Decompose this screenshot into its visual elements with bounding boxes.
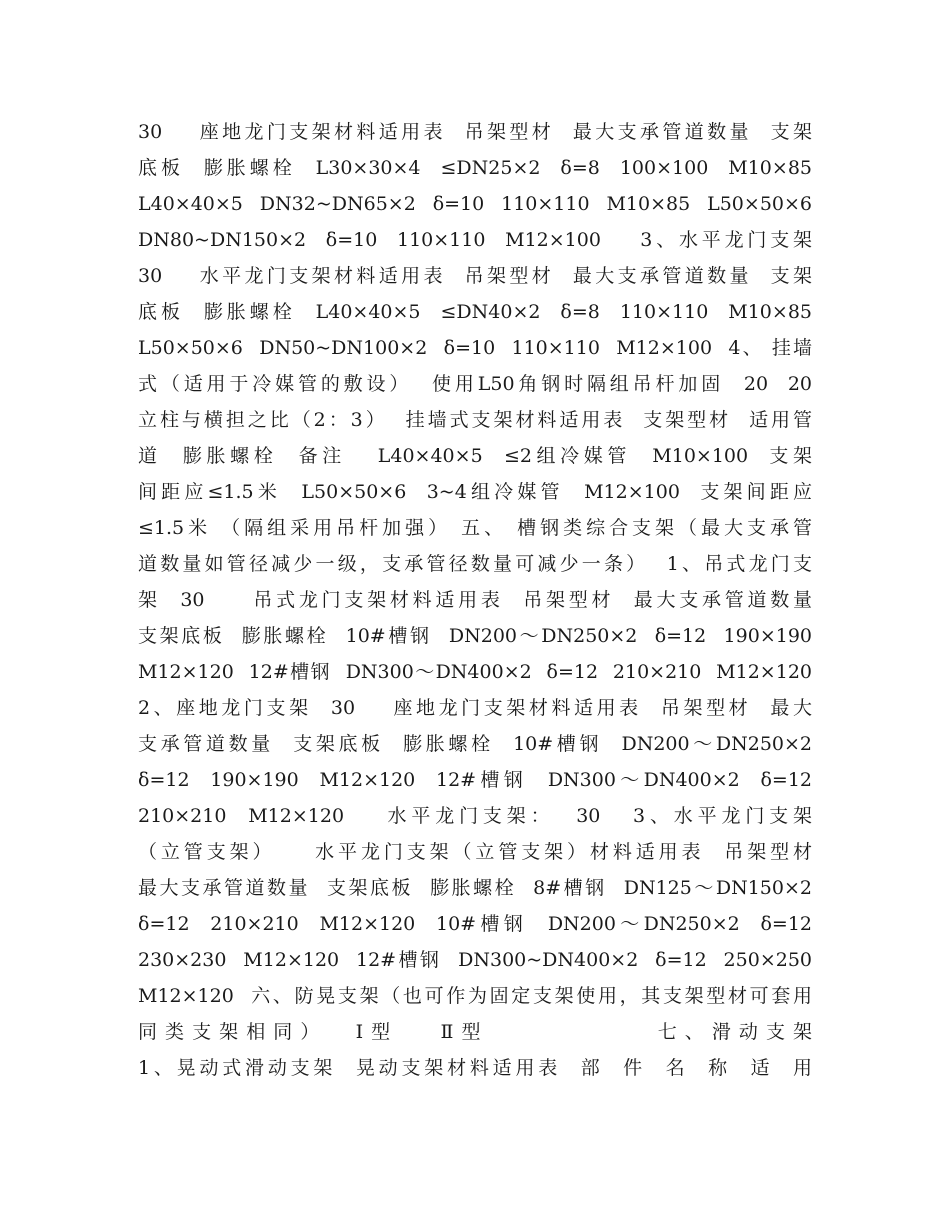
text-line: 30 座地龙门支架材料适用表 吊架型材 最大支承管道数量 支架 <box>138 121 812 143</box>
text-line: 30 水平龙门支架材料适用表 吊架型材 最大支承管道数量 支架 <box>138 265 812 287</box>
text-line: M12×120 12#槽钢 DN300～DN400×2 δ=12 210×210 M12×120 <box>138 661 812 683</box>
text-line: 架 30 吊式龙门支架材料适用表 吊架型材 最大支承管道数量 <box>138 589 812 611</box>
text-line: DN80~DN150×2 δ=10 110×110 M12×100 3、水平龙门支架 <box>138 229 812 251</box>
text-line: 最大支承管道数量 支架底板 膨胀螺栓 8#槽钢 DN125～DN150×2 <box>138 877 812 899</box>
text-line: 支架底板 膨胀螺栓 10#槽钢 DN200～DN250×2 δ=12 190×190 <box>138 625 812 647</box>
text-line: 间距应≤1.5米 L50×50×6 3~4组冷媒管 M12×100 支架间距应 <box>138 481 812 503</box>
text-line: 同类支架相同） Ⅰ型 Ⅱ型 七、滑动支架 <box>138 1021 812 1043</box>
text-line: M12×120 六、防晃支架（也可作为固定支架使用，其支架型材可套用 <box>138 985 812 1007</box>
text-line: （立管支架） 水平龙门支架（立管支架）材料适用表 吊架型材 <box>138 841 812 863</box>
text-line: 2、座地龙门支架 30 座地龙门支架材料适用表 吊架型材 最大 <box>138 697 812 719</box>
text-line: 底板 膨胀螺栓 L40×40×5 ≤DN40×2 δ=8 110×110 M10×85 <box>138 301 812 323</box>
text-line: 道 膨胀螺栓 备注 L40×40×5 ≤2组冷媒管 M10×100 支架 <box>138 445 812 467</box>
text-line: 式（适用于冷媒管的敷设） 使用L50角钢时隔组吊杆加固 20 20 <box>138 373 812 395</box>
text-line: δ=12 210×210 M12×120 10#槽钢 DN200～DN250×2 δ=12 <box>138 913 812 935</box>
text-line: 1、晃动式滑动支架 晃动支架材料适用表 部 件 名 称 适 用 <box>138 1057 812 1079</box>
text-line: 支承管道数量 支架底板 膨胀螺栓 10#槽钢 DN200～DN250×2 <box>138 733 812 755</box>
text-line: 底板 膨胀螺栓 L30×30×4 ≤DN25×2 δ=8 100×100 M10×85 <box>138 157 812 179</box>
text-line: L50×50×6 DN50~DN100×2 δ=10 110×110 M12×100 4、 挂墙 <box>138 337 812 359</box>
text-line: 道数量如管径减少一级，支承管径数量可减少一条） 1、吊式龙门支 <box>138 553 812 575</box>
text-line: ≤1.5米 （隔组采用吊杆加强） 五、 槽钢类综合支架（最大支承管 <box>138 517 812 539</box>
text-line: 210×210 M12×120 水平龙门支架： 30 3、水平龙门支架 <box>138 805 812 827</box>
text-line: δ=12 190×190 M12×120 12#槽钢 DN300～DN400×2 δ=12 <box>138 769 812 791</box>
document-body <box>138 114 812 1086</box>
text-line: L40×40×5 DN32~DN65×2 δ=10 110×110 M10×85 L50×50×6 <box>138 193 812 215</box>
text-line: 230×230 M12×120 12#槽钢 DN300~DN400×2 δ=12 250×250 <box>138 949 812 971</box>
text-line: 立柱与横担之比（2：3） 挂墙式支架材料适用表 支架型材 适用管 <box>138 409 812 431</box>
